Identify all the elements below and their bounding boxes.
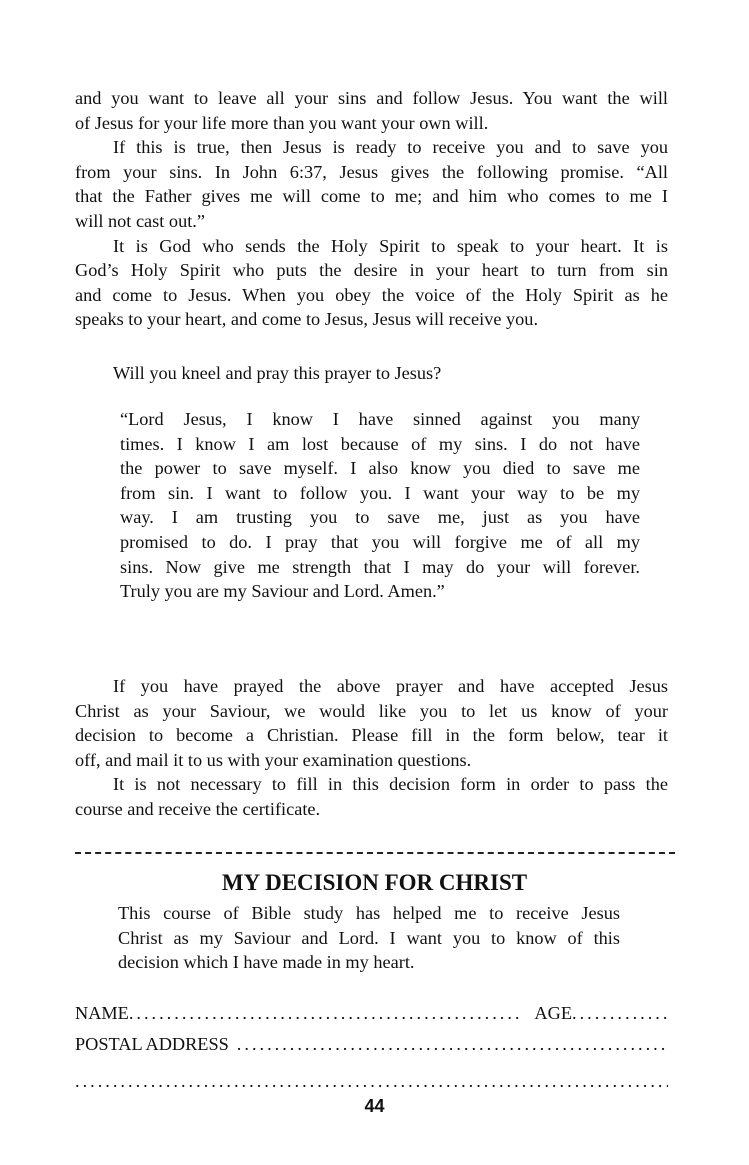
text-line: This course of Bible study has helped me to receive Jesus — [118, 903, 620, 923]
prayer-text — [120, 407, 640, 604]
age-label: AGE — [534, 1003, 572, 1023]
text-line: It is God who sends the Holy Spirit to speak to your heart. It is — [113, 235, 668, 256]
text-line: of Jesus for your life more than you want your own will. — [75, 112, 489, 133]
closing-paragraphs — [75, 674, 668, 822]
name-label: NAME — [75, 1003, 129, 1023]
address-field-2[interactable] — [75, 1071, 668, 1092]
age-field[interactable] — [572, 1003, 668, 1024]
form-heading: MY DECISION FOR CHRIST — [221, 870, 528, 895]
text-line: sins. Now give me strength that I may do your will forever. — [120, 556, 640, 577]
text-line: the power to save myself. I also know you died to save me — [120, 458, 640, 479]
form-statement — [118, 901, 620, 975]
text-line: If you have prayed the above prayer and have accepted Jesus — [113, 676, 668, 696]
text-line: decision which I have made in my heart. — [118, 952, 415, 973]
text-line: Truly you are my Saviour and Lord. Amen.” — [120, 581, 445, 602]
prayer-intro: Will you kneel and pray this prayer to Jesus? — [113, 363, 442, 383]
text-line: course and receive the certificate. — [75, 798, 321, 819]
text-line: If this is true, then Jesus is ready to receive you and to save you — [113, 137, 668, 158]
text-line: way. I am trusting you to save me, just as you have — [120, 507, 640, 528]
text-line: “Lord Jesus, I know I have sinned against you many — [120, 409, 640, 429]
text-line: that the Father gives me will come to me; and him who comes to me I — [75, 186, 668, 207]
text-line: It is not necessary to fill in this decision form in order to pass the — [113, 774, 668, 795]
address-row — [75, 1034, 668, 1055]
text-line: Christ as your Saviour, we would like you to let us know of your — [75, 700, 668, 721]
text-line: and you want to leave all your sins and follow Jesus. You want the will — [75, 88, 668, 108]
text-line: times. I know I am lost because of my sins. I do not have — [120, 433, 640, 454]
text-line: from sin. I want to follow you. I want your way to be my — [120, 482, 640, 503]
page-number: 44 — [364, 1096, 385, 1116]
address-field[interactable] — [237, 1034, 668, 1055]
text-line: promised to do. I pray that you will forgive me of all my — [120, 531, 640, 552]
address-label: POSTAL ADDRESS — [75, 1034, 229, 1054]
text-line: will not cast out.” — [75, 210, 205, 231]
text-line: decision to become a Christian. Please fill in the form below, tear it — [75, 725, 668, 746]
intro-paragraphs — [75, 86, 668, 332]
text-line: Christ as my Saviour and Lord. I want you to know of this — [118, 927, 620, 948]
name-field[interactable] — [129, 1003, 521, 1024]
text-line: God’s Holy Spirit who puts the desire in your heart to turn from sin — [75, 260, 668, 281]
text-line: from your sins. In John 6:37, Jesus gives the following promise. “All — [75, 161, 668, 182]
address-row-2 — [75, 1071, 668, 1092]
text-line: and come to Jesus. When you obey the voice of the Holy Spirit as he — [75, 284, 668, 305]
name-age-row — [75, 1003, 668, 1024]
text-line: speaks to your heart, and come to Jesus, Jesus will receive you. — [75, 309, 539, 330]
text-line: off, and mail it to us with your examination questions. — [75, 749, 472, 770]
tear-off-line — [75, 852, 675, 854]
